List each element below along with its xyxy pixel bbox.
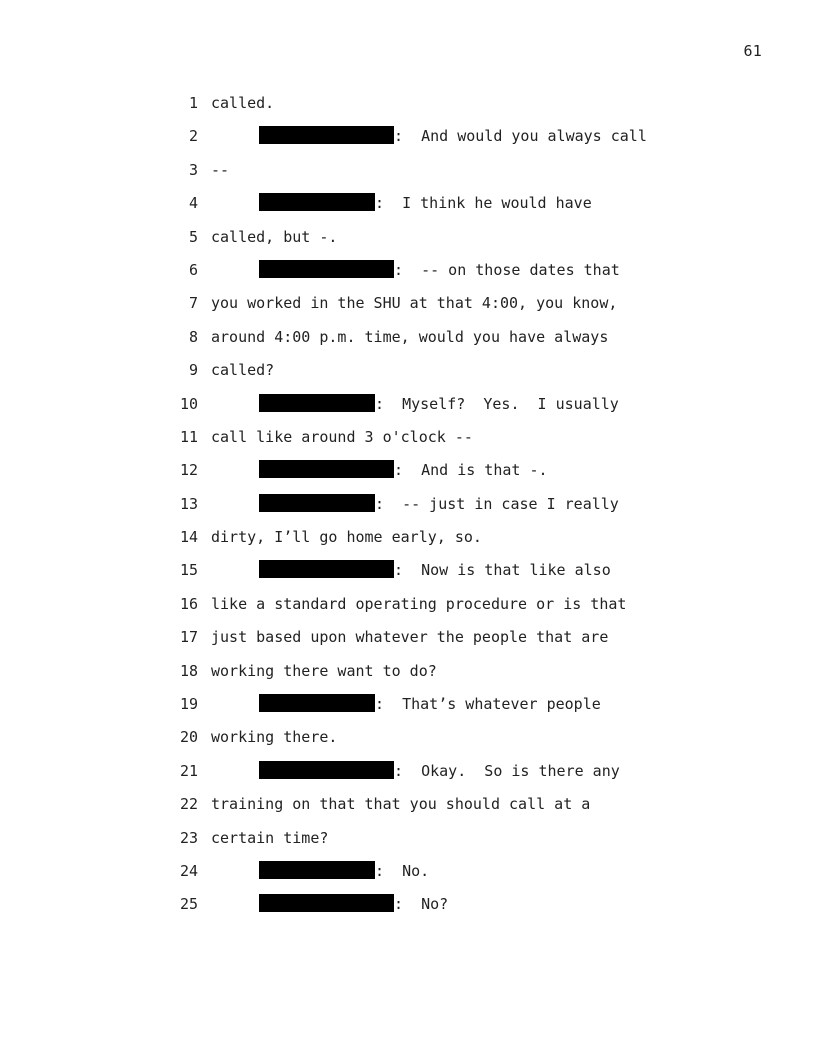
line-content: : No.	[375, 861, 430, 880]
line-content: called?	[211, 361, 275, 380]
transcript-line	[0, 421, 816, 454]
transcript-line	[0, 454, 816, 487]
transcript-line	[0, 321, 816, 354]
line-text	[211, 655, 437, 688]
line-number: 3	[188, 160, 198, 179]
line-number: 19	[179, 695, 198, 714]
transcript-line	[0, 788, 816, 821]
speaker-line-text	[259, 388, 619, 421]
line-text	[211, 87, 274, 120]
line-number: 12	[179, 461, 198, 480]
speaker-line-text	[259, 120, 647, 153]
line-content: : And is that -.	[394, 461, 548, 480]
redacted-speaker-name	[259, 460, 394, 478]
line-content: : Myself? Yes. I usually	[375, 394, 619, 413]
page-number: 61	[743, 42, 762, 60]
line-text	[211, 621, 608, 654]
redacted-speaker-name	[259, 560, 394, 578]
line-content: certain time?	[211, 828, 329, 847]
line-number: 2	[188, 127, 198, 146]
transcript-line	[0, 87, 816, 120]
line-number: 6	[188, 260, 198, 279]
line-content: just based upon whatever the people that are	[211, 628, 609, 647]
line-content: called.	[211, 94, 275, 112]
line-number: 17	[179, 628, 198, 647]
transcript-line	[0, 221, 816, 254]
transcript-line	[0, 354, 816, 387]
line-text	[211, 822, 328, 855]
speaker-line-text	[259, 454, 548, 487]
speaker-line-text	[259, 254, 620, 287]
line-content: : -- just in case I really	[375, 494, 619, 513]
line-content: called, but -.	[211, 227, 338, 246]
redacted-speaker-name	[259, 126, 394, 144]
line-text	[211, 421, 473, 454]
line-text	[211, 354, 274, 387]
line-text	[211, 721, 337, 754]
transcript-line	[0, 488, 816, 521]
transcript-line	[0, 588, 816, 621]
line-content: : I think he would have	[375, 194, 592, 213]
line-number: 1	[188, 94, 198, 112]
line-text	[211, 521, 482, 554]
line-content: you worked in the SHU at that 4:00, you know,	[211, 294, 618, 313]
transcript-line	[0, 888, 816, 921]
speaker-line-text	[259, 187, 592, 220]
line-number: 21	[179, 761, 198, 780]
line-content: : And would you always call	[394, 127, 647, 146]
speaker-line-text	[259, 488, 619, 521]
line-content: training on that that you should call at a	[211, 795, 591, 814]
line-content: : No?	[394, 895, 449, 914]
line-number: 9	[188, 361, 198, 380]
line-text	[211, 588, 626, 621]
redacted-speaker-name	[259, 694, 375, 712]
line-content: : Now is that like also	[394, 561, 611, 580]
redacted-speaker-name	[259, 761, 394, 779]
transcript-line	[0, 655, 816, 688]
speaker-line-text	[259, 755, 620, 788]
transcript-line	[0, 154, 816, 187]
redacted-speaker-name	[259, 394, 375, 412]
line-number: 24	[179, 861, 198, 880]
line-content: --	[211, 160, 230, 179]
line-text	[211, 221, 337, 254]
redacted-speaker-name	[259, 494, 375, 512]
line-number: 7	[188, 294, 198, 313]
line-content: around 4:00 p.m. time, would you have always	[211, 327, 609, 346]
line-number: 22	[179, 795, 198, 814]
line-number: 18	[179, 661, 198, 680]
redacted-speaker-name	[259, 861, 375, 879]
line-content: working there.	[211, 728, 338, 747]
transcript-line	[0, 287, 816, 320]
line-content: like a standard operating procedure or is that	[211, 594, 627, 613]
line-content: : That’s whatever people	[375, 695, 601, 714]
transcript-line	[0, 554, 816, 587]
line-content: : Okay. So is there any	[394, 761, 620, 780]
transcript-line	[0, 521, 816, 554]
line-number: 5	[188, 227, 198, 246]
transcript-line	[0, 755, 816, 788]
line-number: 15	[179, 561, 198, 580]
line-content: dirty, I’ll go home early, so.	[211, 528, 482, 547]
transcript-line	[0, 822, 816, 855]
line-number: 25	[179, 895, 198, 914]
line-number: 14	[179, 528, 198, 547]
line-text	[211, 788, 590, 821]
redacted-speaker-name	[259, 894, 394, 912]
line-number: 8	[188, 327, 198, 346]
line-content: working there want to do?	[211, 661, 437, 680]
line-number: 20	[179, 728, 198, 747]
transcript-line	[0, 254, 816, 287]
line-number: 4	[188, 194, 198, 213]
transcript-line	[0, 721, 816, 754]
line-number: 13	[179, 494, 198, 513]
transcript-line	[0, 688, 816, 721]
transcript-line	[0, 388, 816, 421]
speaker-line-text	[259, 554, 611, 587]
redacted-speaker-name	[259, 193, 375, 211]
transcript-line	[0, 187, 816, 220]
line-text	[211, 321, 608, 354]
transcript-line	[0, 120, 816, 153]
speaker-line-text	[259, 855, 429, 888]
redacted-speaker-name	[259, 260, 394, 278]
line-number: 23	[179, 828, 198, 847]
line-content: : -- on those dates that	[394, 260, 620, 279]
line-number: 10	[179, 394, 198, 413]
transcript-line	[0, 855, 816, 888]
line-text	[211, 154, 229, 187]
line-number: 16	[179, 594, 198, 613]
transcript-line	[0, 621, 816, 654]
speaker-line-text	[259, 688, 601, 721]
line-number: 11	[179, 427, 198, 446]
line-content: call like around 3 o'clock --	[211, 427, 473, 446]
speaker-line-text	[259, 888, 448, 921]
line-text	[211, 287, 617, 320]
transcript-body	[0, 87, 816, 922]
